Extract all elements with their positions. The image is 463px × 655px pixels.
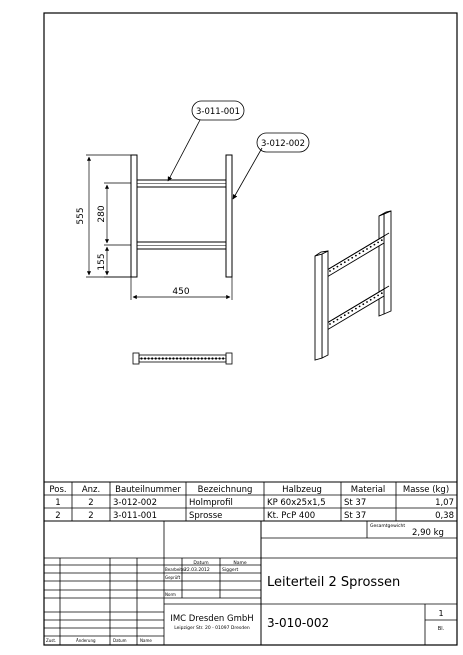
table-row-1-stock: KP 60x25x1,5 — [267, 498, 326, 508]
table-row-1-designation: Holmprofil — [189, 498, 233, 508]
isometric-view — [315, 211, 391, 360]
table-row-1-qty: 2 — [88, 498, 94, 508]
total-mass-label: Gesamtgewicht — [370, 524, 406, 529]
table-row-2-material: St 37 — [344, 511, 367, 521]
table-header-qty: Anz. — [81, 485, 101, 495]
drawing-title: Leiterteil 2 Sprossen — [267, 575, 401, 590]
perforation-hole — [348, 259, 350, 261]
front-view — [131, 155, 232, 277]
perforation-hole — [158, 357, 160, 359]
perforation-hole — [344, 314, 346, 316]
perforation-hole — [183, 357, 185, 359]
table-header-mass: Masse (kg) — [402, 485, 450, 495]
revision-label-status: Zust. — [46, 638, 57, 643]
perforation-hole — [370, 246, 372, 248]
datum-header: Datum — [193, 561, 209, 566]
dimension-lines — [86, 155, 232, 300]
checked-label: Geprüft — [165, 575, 181, 580]
perforation-hole — [165, 357, 167, 359]
perforation-hole — [222, 357, 224, 359]
perforation-hole — [194, 357, 196, 359]
table-header-pos: Pos. — [49, 485, 67, 495]
table-row-1-pos: 1 — [55, 498, 61, 508]
dimension-width: 450 — [172, 287, 190, 297]
table-row-2-pos: 2 — [55, 511, 61, 521]
left-rail — [131, 155, 137, 277]
table-row-1-mass: 1,07 — [435, 498, 454, 508]
perforation-hole — [151, 357, 153, 359]
perforation-hole — [366, 248, 368, 250]
perforation-hole — [187, 357, 189, 359]
bearbeiter-label: Bearbeiter — [165, 567, 187, 572]
callout-label-rung: 3-011-001 — [196, 107, 240, 117]
total-mass-value: 2,90 kg — [412, 528, 444, 538]
perforation-hole — [377, 295, 379, 297]
perforation-hole — [362, 303, 364, 305]
perforation-hole — [169, 357, 171, 359]
perforation-hole — [197, 357, 199, 359]
perforation-hole — [211, 357, 213, 359]
sheet-number: 1 — [438, 609, 444, 618]
perforation-hole — [340, 317, 342, 319]
perforation-hole — [333, 268, 335, 270]
company-name: IMC Dresden GmbH — [170, 614, 254, 624]
dimension-rung-spacing: 280 — [97, 205, 107, 223]
perforation-hole — [155, 357, 157, 359]
right-rail — [226, 155, 232, 277]
perforation-hole — [144, 357, 146, 359]
perforation-hole — [351, 310, 353, 312]
perforation-hole — [204, 357, 206, 359]
perforation-hole — [355, 255, 357, 257]
drawing-frame — [44, 13, 457, 645]
table-row-2-qty: 2 — [88, 511, 94, 521]
norm-label: Norm — [165, 592, 176, 597]
table-header-designation: Bezeichnung — [197, 485, 253, 495]
table-header-material: Material — [350, 485, 386, 495]
bearbeiter-name: Siggert — [222, 568, 239, 573]
revision-label-change: Änderung — [76, 638, 96, 643]
perforation-hole — [140, 357, 142, 359]
perforation-hole — [355, 308, 357, 310]
perforation-hole — [162, 357, 164, 359]
perforation-hole — [374, 297, 376, 299]
perforation-hole — [172, 357, 174, 359]
table-header-stock: Halbzeug — [282, 485, 322, 495]
table-row-1-part-number: 3-012-002 — [113, 498, 157, 508]
perforation-hole — [359, 306, 361, 308]
perforation-hole — [329, 323, 331, 325]
perforation-hole — [362, 250, 364, 252]
callout-label-rail: 3-012-002 — [261, 139, 305, 149]
table-row-2-part-number: 3-011-001 — [113, 511, 157, 521]
perforation-hole — [366, 301, 368, 303]
perforation-hole — [176, 357, 178, 359]
drawing-number: 3-010-002 — [267, 616, 330, 630]
revision-label-date: Datum — [113, 638, 127, 643]
perforation-hole — [148, 357, 150, 359]
perforation-hole — [359, 253, 361, 255]
perforation-hole — [344, 261, 346, 263]
table-row-2-mass: 0,38 — [435, 511, 454, 521]
dimension-bottom-offset: 155 — [97, 253, 107, 271]
dimension-overall-height: 555 — [76, 207, 86, 225]
perforation-hole — [348, 312, 350, 314]
perforation-hole — [377, 242, 379, 244]
perforation-hole — [208, 357, 210, 359]
perforation-hole — [190, 357, 192, 359]
perforation-hole — [179, 357, 181, 359]
perforation-hole — [337, 266, 339, 268]
perforation-hole — [381, 292, 383, 294]
table-row-1-material: St 37 — [344, 498, 367, 508]
name-header: Name — [233, 561, 247, 566]
perforation-hole — [337, 319, 339, 321]
perforation-hole — [340, 264, 342, 266]
perforation-hole — [215, 357, 217, 359]
perforation-hole — [329, 270, 331, 272]
sheet-label: Bl. — [437, 626, 445, 632]
perforation-hole — [201, 357, 203, 359]
revision-label-name: Name — [140, 638, 152, 643]
table-row-2-designation: Sprosse — [189, 511, 223, 521]
bearbeiter-date: 22.03.2012 — [184, 568, 210, 573]
perforation-hole — [374, 244, 376, 246]
company-address: Leipziger Str. 20 - 01097 Dresden — [174, 626, 250, 631]
table-header-part-number: Bauteilnummer — [115, 485, 181, 495]
perforation-hole — [219, 357, 221, 359]
perforation-hole — [333, 321, 335, 323]
perforation-hole — [381, 239, 383, 241]
table-row-2-stock: Kt. PcP 400 — [267, 511, 316, 521]
perforation-hole — [351, 257, 353, 259]
perforation-hole — [370, 299, 372, 301]
